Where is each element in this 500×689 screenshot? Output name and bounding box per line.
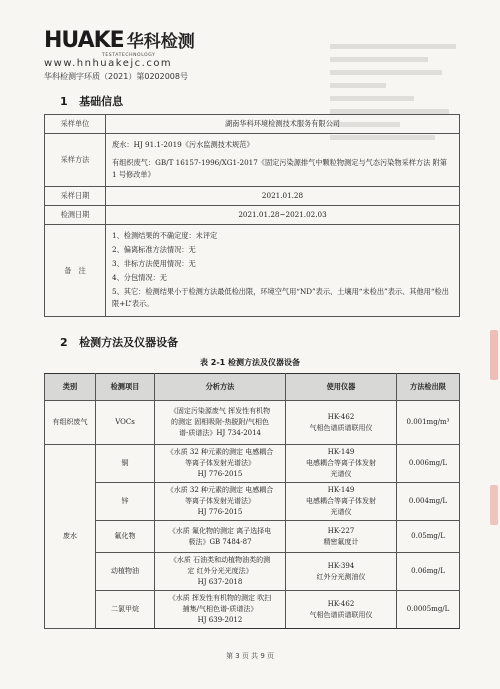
limit-cell: 0.05mg/L: [397, 521, 460, 553]
item-cell: 二氯甲烷: [96, 591, 155, 629]
method-line: HJ 637-2018: [197, 578, 243, 586]
instrument-line: 精密氟度计: [323, 537, 359, 546]
remark-line: 5、其它：检测结果小于检测方法最低检出限，环境空气用“ND”表示、土壤用“未检出”表示、其他用“检出限+L”表示。: [112, 287, 449, 308]
instrument-cell: [286, 591, 397, 629]
method-line: 《水质 挥发性有机物的测定 吹扫: [168, 594, 272, 602]
method-line: 极法》GB 7484-87: [188, 537, 252, 546]
method-line: 《水质 32 种元素的测定 电感耦合: [166, 448, 274, 456]
method-line: 捕集/气相色谱-质谱法》: [182, 605, 258, 613]
logo-chinese-name: 华科检测: [126, 32, 195, 52]
remark-line: 3、非标方法使用情况：无: [112, 259, 196, 268]
method-line: 的测定 固相吸附-热脱附/气相色: [171, 418, 269, 426]
instrument-line: HK-394: [327, 561, 355, 570]
instrument-line: HK-227: [327, 526, 355, 535]
limit-cell: 0.001mg/m³: [397, 401, 460, 445]
item-cell: 锌: [96, 483, 155, 521]
limit-cell: 0.0005mg/L: [397, 591, 460, 629]
remark-line: 1、检测结果的不确定度：未评定: [112, 231, 218, 240]
company-url: www.hnhuakejc.com: [44, 58, 173, 69]
instrument-line: HK-149: [327, 448, 355, 456]
instrument-line: 电感耦合等离子体发射: [306, 497, 376, 505]
method-line: HJ 776-2015: [197, 508, 243, 516]
category-label: 有组织废气: [52, 418, 88, 426]
section-1-number: 1: [60, 95, 68, 108]
column-header: 方法检出限: [397, 374, 460, 401]
basic-info-table: [44, 114, 460, 317]
instrument-line: 电感耦合等离子体发射: [306, 459, 376, 467]
method-line: 定 红外分光光度法》: [187, 567, 253, 575]
row-value-line: 有组织废气：GB/T 16157-1996/XG1-2017《固定污染源排气中颗粒物测定与气态污染物采样方法 附第 1 号修改单》: [112, 158, 447, 179]
instrument-cell: [286, 553, 397, 591]
table-row: [45, 206, 460, 225]
document-number: 华科检测字环质（2021）第0202008号: [44, 72, 188, 81]
method-cell: [155, 445, 286, 483]
section-1-title: [60, 93, 123, 109]
table-header-row: [45, 374, 460, 401]
row-value: [106, 134, 460, 187]
row-label: 备 注: [45, 225, 106, 317]
seal-stamp-edge: [490, 485, 498, 525]
logo-mark: HUAKE: [44, 28, 124, 53]
limit-cell: 0.06mg/L: [397, 553, 460, 591]
table-row: [45, 401, 460, 445]
instrument-line: 气相色谱质谱联用仪: [309, 610, 373, 619]
method-cell: [155, 591, 286, 629]
table-caption: 表 2-1 检测方法及仪器设备: [199, 358, 301, 367]
method-cell: [155, 483, 286, 521]
remark-line: 2、偏离标准方法情况：无: [112, 245, 196, 254]
row-value: 2021.01.28~2021.02.03: [106, 206, 460, 225]
table-row: [45, 187, 460, 206]
instrument-line: HK-149: [327, 486, 355, 494]
row-label: 采样日期: [45, 187, 106, 206]
instrument-line: HK-462: [327, 599, 355, 608]
row-label: 采样方法: [45, 134, 106, 187]
method-cell: [155, 521, 286, 553]
category-cell: [45, 401, 96, 445]
method-line: 《固定污染源废气 挥发性有机物: [169, 407, 271, 415]
method-line: HJ 639-2012: [197, 616, 243, 624]
limit-cell: 0.006mg/L: [397, 445, 460, 483]
method-cell: [155, 401, 286, 445]
table-row: [45, 225, 460, 317]
logo-subtitle: TESTATECHNOLOGY: [102, 53, 156, 58]
instrument-cell: [286, 521, 397, 553]
methods-table: [44, 373, 460, 629]
method-line: 等离子体发射光谱法》: [185, 459, 255, 467]
method-line: 《水质 32 种元素的测定 电感耦合: [166, 486, 274, 494]
row-value: [106, 225, 460, 317]
row-value: 2021.01.28: [106, 187, 460, 206]
column-header: 使用仪器: [286, 374, 397, 401]
table-row: [45, 483, 460, 521]
limit-cell: 0.004mg/L: [397, 483, 460, 521]
instrument-line: HK-462: [327, 412, 355, 421]
section-2-heading: 检测方法及仪器设备: [79, 336, 179, 349]
row-value: 湖南华科环境检测技术服务有限公司: [106, 115, 460, 134]
instrument-cell: [286, 483, 397, 521]
instrument-line: 光谱仪: [330, 470, 352, 478]
row-label: 采样单位: [45, 115, 106, 134]
table-row: [45, 445, 460, 483]
column-header: 检测项目: [96, 374, 155, 401]
table-row: [45, 591, 460, 629]
instrument-cell: [286, 401, 397, 445]
remark-line: 4、分包情况：无: [112, 273, 167, 282]
item-cell: 动植物油: [96, 553, 155, 591]
table-row: [45, 553, 460, 591]
page-number: 第 3 页 共 9 页: [225, 652, 275, 660]
seal-stamp-edge: [490, 330, 498, 380]
company-logo: [44, 30, 195, 52]
method-cell: [155, 553, 286, 591]
instrument-line: 气相色谱质谱联用仪: [309, 423, 373, 432]
instrument-cell: [286, 445, 397, 483]
instrument-line: 红外分光测油仪: [316, 572, 366, 581]
section-1-heading: 基础信息: [79, 95, 124, 108]
table-row: [45, 115, 460, 134]
column-header: 类别: [45, 374, 96, 401]
method-line: 谱-质谱法》HJ 734-2014: [178, 429, 262, 437]
method-line: 等离子体发射光谱法》: [185, 497, 255, 505]
method-line: 《水质 石油类和动植物油类的测: [169, 556, 271, 564]
category-cell: [45, 445, 96, 629]
section-2-number: 2: [60, 336, 68, 349]
method-line: 《水质 氟化物的测定 离子选择电: [168, 526, 272, 535]
item-cell: 氟化物: [96, 521, 155, 553]
table-row: [45, 521, 460, 553]
table-row: [45, 134, 460, 187]
section-2-title: [60, 334, 178, 350]
method-line: HJ 776-2015: [197, 470, 243, 478]
item-cell: VOCs: [96, 401, 155, 445]
instrument-line: 光谱仪: [330, 508, 352, 516]
category-label: 废水: [63, 532, 77, 540]
column-header: 分析方法: [155, 374, 286, 401]
row-label: 检测日期: [45, 206, 106, 225]
item-cell: 铜: [96, 445, 155, 483]
row-value-line: 废水：HJ 91.1-2019《污水监测技术规范》: [112, 140, 254, 149]
